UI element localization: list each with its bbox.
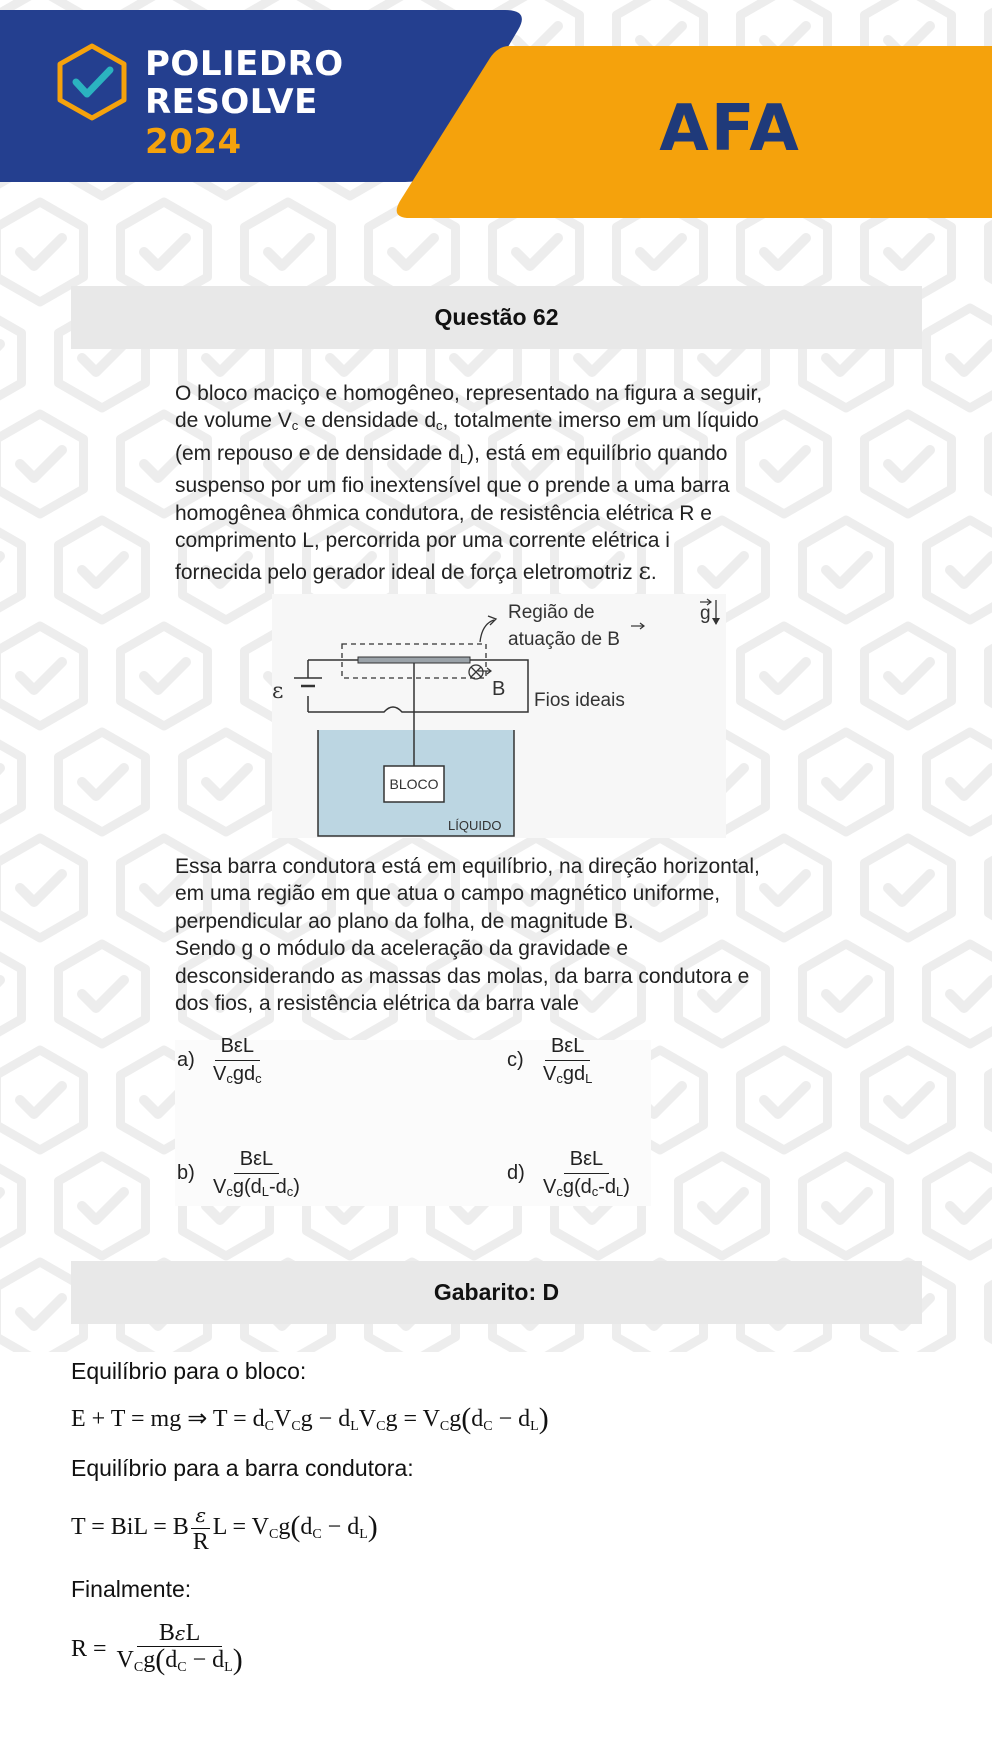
watermark-check-icon [0, 1156, 22, 1256]
statement-line: (em repouso e de densidade $d_L$), está em equilíbrio quando [175, 441, 728, 466]
question-title: Questão 62 [434, 304, 559, 330]
region-label-2: atuação de B [508, 629, 620, 650]
watermark-check-icon [0, 520, 22, 620]
watermark-check-icon [927, 520, 992, 620]
watermark-check-icon [679, 1156, 766, 1256]
watermark-check-icon [0, 626, 84, 726]
watermark-check-icon [59, 732, 146, 832]
option-fraction: $\frac{\text{BεL}}{V_cgd_c}$ [213, 1035, 262, 1086]
watermark-check-icon [927, 308, 992, 408]
watermark-check-icon [865, 414, 952, 514]
watermark-check-icon [0, 838, 84, 938]
wires-label: Fios ideais [534, 690, 625, 711]
statement-line: comprimento L, percorrida por uma corrente elétrica i [175, 529, 670, 553]
option-letter: d) [507, 1162, 525, 1184]
exam-name: AFA [659, 92, 801, 166]
question-statement [175, 380, 818, 587]
watermark-check-icon [865, 838, 952, 938]
statement-line: Sendo g o módulo da aceleração da gravidade e [175, 937, 628, 961]
gravity-symbol: g [700, 603, 711, 624]
watermark-check-icon [59, 944, 146, 1044]
watermark-check-icon [0, 414, 84, 514]
solution-step-2-label: Equilíbrio para a barra condutora: [71, 1455, 414, 1481]
watermark-check-icon [989, 1050, 992, 1150]
statement-line: de volume $V_c$ e densidade $d_c$, totalmente imerso em um líquido [175, 409, 759, 434]
option-fraction: $\frac{\text{BεL}}{V_cg(d_c-d_L)}$ [543, 1148, 630, 1199]
watermark-check-icon [741, 1050, 828, 1150]
solution-equation-3: R = BεL $V_Cg(d_C - d_L)$ [71, 1620, 243, 1676]
watermark-check-icon [741, 626, 828, 726]
watermark-check-icon [0, 1050, 84, 1150]
watermark-check-icon [121, 626, 208, 726]
statement-line: Essa barra condutora está em equilíbrio, na direção horizontal, [175, 855, 760, 878]
statement-line: O bloco maciço e homogêneo, representado na figura a seguir, [175, 382, 763, 405]
brand-line-2: RESOLVE [145, 82, 318, 122]
watermark-check-icon [989, 838, 992, 938]
check-hexagon-icon [54, 42, 130, 122]
option-b[interactable] [177, 1148, 304, 1199]
watermark-check-icon [59, 520, 146, 620]
solution-equation-1: E + T = mg ⇒ $T = d_CV_Cg - d_LV_Cg = V_Cg(d_C - d_L)$ [71, 1402, 549, 1435]
liquid-label: LÍQUIDO [448, 818, 502, 833]
watermark-check-icon [183, 732, 270, 832]
watermark-check-icon [927, 732, 992, 832]
option-fraction: $\frac{\text{BεL}}{V_cg(d_L-d_c)}$ [213, 1148, 300, 1199]
statement-line: dos fios, a resistência elétrica da barra vale [175, 992, 579, 1016]
watermark-check-icon [927, 944, 992, 1044]
statement-line: suspenso por um fio inextensível que o prende a uma barra [175, 474, 730, 498]
solution-step-1-label: Equilíbrio para o bloco: [71, 1358, 307, 1384]
statement-line: em uma região em que atua o campo magnético uniforme, [175, 882, 721, 906]
watermark-check-icon [865, 1050, 952, 1150]
question-title-bar [71, 286, 922, 349]
watermark-check-icon [989, 626, 992, 726]
brand-year: 2024 [145, 122, 242, 162]
watermark-check-icon [927, 1156, 992, 1256]
watermark-check-icon [865, 626, 952, 726]
watermark-check-icon [59, 1156, 146, 1256]
statement-line: homogênea ôhmica condutora, de resistência elétrica R e [175, 501, 712, 525]
option-letter: a) [177, 1049, 195, 1071]
statement-line: fornecida pelo gerador ideal de força eletromotriz ε. [175, 557, 657, 586]
watermark-check-icon [0, 732, 22, 832]
option-a[interactable] [177, 1035, 266, 1086]
option-letter: b) [177, 1162, 195, 1184]
watermark-check-icon [0, 944, 22, 1044]
answer-bar [71, 1261, 922, 1324]
option-letter: c) [507, 1049, 524, 1071]
watermark-check-icon [803, 1156, 890, 1256]
statement-line: desconsiderando as massas das molas, da barra condutora e [175, 964, 750, 988]
question-statement-2 [175, 853, 818, 1017]
option-c[interactable] [507, 1035, 596, 1086]
block-label: BLOCO [389, 776, 439, 792]
brand-line-1: POLIEDRO [145, 44, 344, 84]
statement-line: perpendicular ao plano da folha, de magnitude B. [175, 909, 634, 933]
watermark-check-icon [989, 414, 992, 514]
option-fraction: $\frac{\text{BεL}}{V_cgd_L}$ [543, 1035, 593, 1086]
circuit-figure [272, 594, 726, 838]
watermark-check-icon [989, 1262, 992, 1362]
option-d[interactable] [507, 1148, 634, 1199]
field-symbol: B [492, 678, 506, 700]
watermark-check-icon [0, 308, 22, 408]
solution-step-3-label: Finalmente: [71, 1576, 192, 1602]
emf-symbol: ε [272, 679, 284, 704]
region-label-1: Região de [508, 602, 595, 623]
solution-equation-2: T = BiL = B $\frac{\varepsilon}{R}$ $L = V_Cg(d_C - d_L)$ [71, 1503, 378, 1555]
watermark-check-icon [803, 732, 890, 832]
answer-title: Gabarito: D [433, 1279, 560, 1305]
